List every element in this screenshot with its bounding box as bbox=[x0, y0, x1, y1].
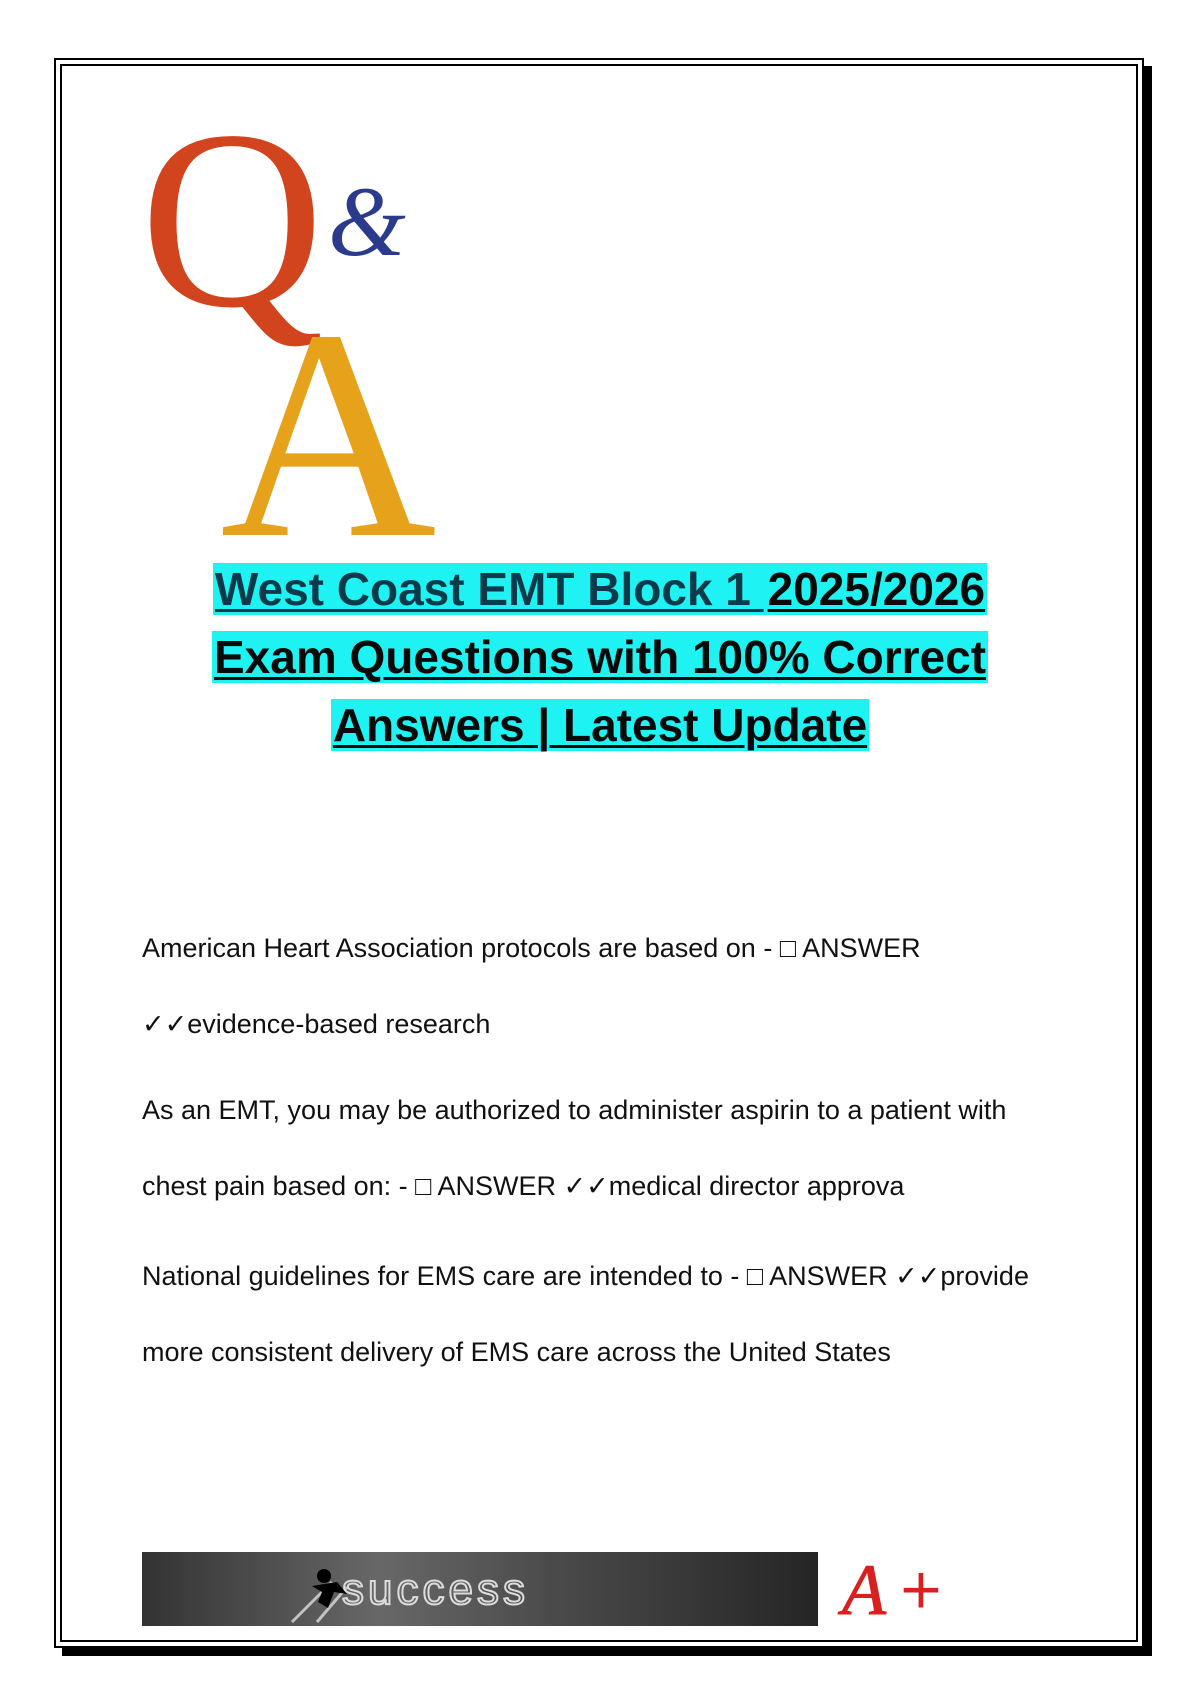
logo-q-letter: Q bbox=[140, 80, 325, 361]
title-line-1-part-1: West Coast EMT Block 1 bbox=[214, 563, 764, 615]
success-banner-image bbox=[142, 1552, 818, 1626]
grade-badge-text: A+ bbox=[842, 1552, 955, 1626]
title-line-2-text: Exam Questions with 100% Correct bbox=[213, 631, 987, 683]
logo-a-letter: A bbox=[220, 268, 437, 550]
title-line-1 bbox=[100, 555, 1100, 623]
question-text: As an EMT, you may be authorized to administer aspirin to a patient with bbox=[142, 1095, 1007, 1125]
answer-text: ✓✓evidence-based research bbox=[142, 1009, 491, 1039]
title-line-2 bbox=[100, 623, 1100, 691]
question-text: American Heart Association protocols are based on - □ ANSWER bbox=[142, 933, 921, 963]
document-title bbox=[100, 555, 1100, 759]
answer-text: more consistent delivery of EMS care across the United States bbox=[142, 1337, 891, 1367]
logo-ampersand: & bbox=[328, 166, 406, 277]
qa-list bbox=[142, 935, 1072, 1366]
banner-text: success bbox=[342, 1565, 529, 1614]
qa-item bbox=[142, 1097, 1072, 1200]
qa-item bbox=[142, 1263, 1072, 1366]
question-text: National guidelines for EMS care are intended to - □ ANSWER ✓✓provide bbox=[142, 1261, 1029, 1291]
answer-text: chest pain based on: - □ ANSWER ✓✓medical director approva bbox=[142, 1171, 905, 1201]
title-line-3-text: Answers | Latest Update bbox=[332, 699, 868, 751]
qa-logo bbox=[140, 80, 480, 550]
title-line-1-part-2: 2025/2026 bbox=[767, 563, 986, 615]
grade-a-plus-logo bbox=[832, 1552, 1052, 1626]
title-line-3 bbox=[100, 691, 1100, 759]
qa-item bbox=[142, 935, 1072, 1038]
